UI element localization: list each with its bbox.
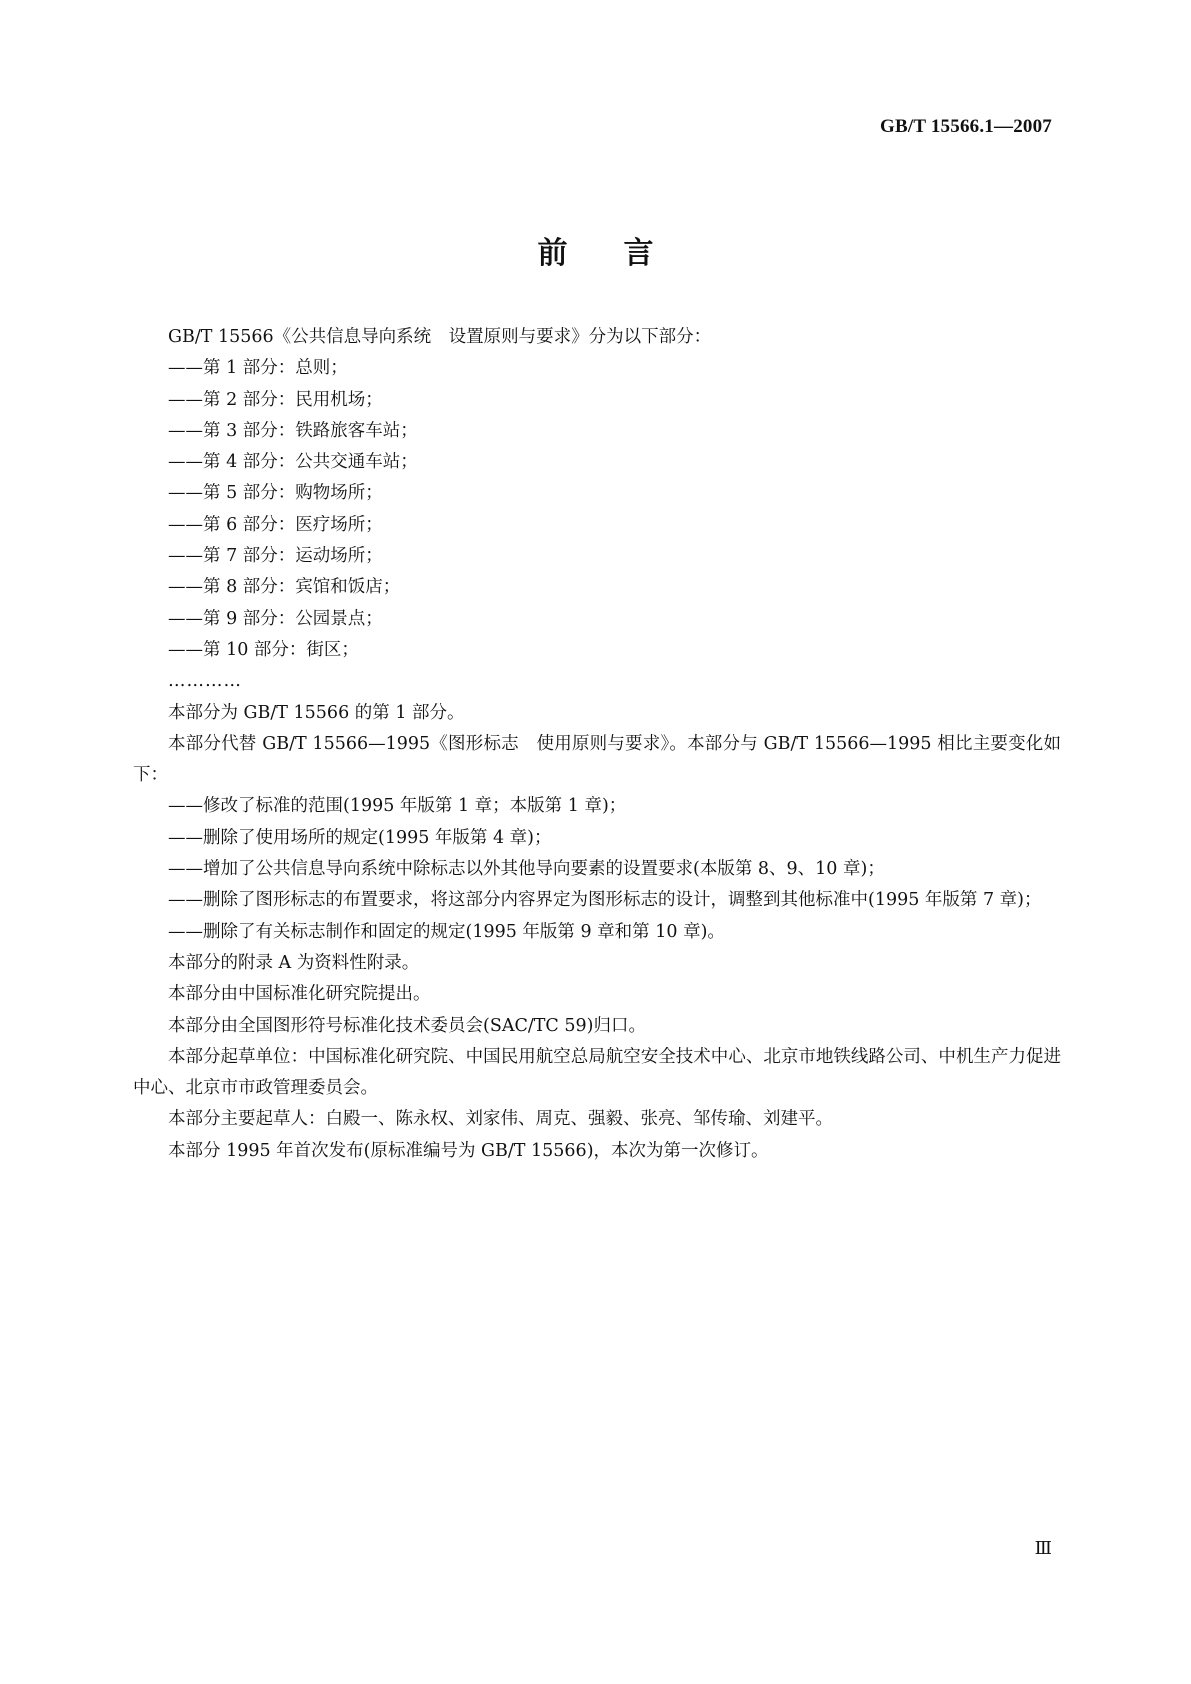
managed-by-paragraph: 本部分由全国图形符号标准化技术委员会(SAC/TC 59)归口。	[168, 1015, 646, 1036]
part-item: ——第 2 部分：民用机场；	[168, 389, 383, 410]
appendix-paragraph: 本部分的附录 A 为资料性附录。	[168, 952, 420, 973]
part-item: ——第 1 部分：总则；	[168, 358, 348, 379]
part-item: ——第 6 部分：医疗场所；	[168, 514, 383, 535]
foreword-body	[133, 322, 1061, 1167]
change-item: ——修改了标准的范围(1995 年版第 1 章；本版第 1 章)；	[168, 796, 627, 817]
ellipsis: …………	[168, 671, 242, 692]
standard-code: GB/T 15566.1—2007	[880, 116, 1052, 137]
page-number: Ⅲ	[1034, 1538, 1052, 1558]
drafters-paragraph: 本部分主要起草人：白殿一、陈永权、刘家伟、周克、强毅、张亮、邹传瑜、刘建平。	[168, 1109, 833, 1130]
part-item: ——第 9 部分：公园景点；	[168, 608, 383, 629]
proposed-by-paragraph: 本部分由中国标准化研究院提出。	[168, 984, 431, 1005]
intro-paragraph: GB/T 15566《公共信息导向系统 设置原则与要求》分为以下部分：	[168, 327, 712, 347]
change-item: ——删除了图形标志的布置要求，将这部分内容界定为图形标志的设计，调整到其他标准中(1995 年版第 7 章)；	[168, 890, 1042, 911]
change-item: ——删除了使用场所的规定(1995 年版第 4 章)；	[168, 827, 552, 848]
change-item: ——增加了公共信息导向系统中除标志以外其他导向要素的设置要求(本版第 8、9、10 章)；	[168, 859, 885, 880]
part-item: ——第 8 部分：宾馆和饭店；	[168, 577, 401, 598]
part-statement: 本部分为 GB/T 15566 的第 1 部分。	[168, 702, 465, 723]
part-item: ——第 4 部分：公共交通车站；	[168, 452, 418, 473]
history-paragraph: 本部分 1995 年首次发布(原标准编号为 GB/T 15566)，本次为第一次修订。	[168, 1140, 769, 1161]
drafting-units-paragraph: 本部分起草单位：中国标准化研究院、中国民用航空总局航空安全技术中心、北京市地铁线路公司、中机生产力促进中心、北京市市政管理委员会。	[133, 1046, 1061, 1099]
part-item: ——第 7 部分：运动场所；	[168, 546, 383, 567]
part-item: ——第 10 部分：街区；	[168, 639, 359, 660]
change-item: ——删除了有关标志制作和固定的规定(1995 年版第 9 章和第 10 章)。	[168, 921, 725, 942]
part-item: ——第 5 部分：购物场所；	[168, 483, 383, 504]
part-item: ——第 3 部分：铁路旅客车站；	[168, 420, 418, 441]
page-title: 前言	[537, 236, 710, 271]
replaces-paragraph: 本部分代替 GB/T 15566—1995《图形标志 使用原则与要求》。本部分与 GB/T 15566—1995 相比主要变化如下：	[133, 733, 1061, 786]
